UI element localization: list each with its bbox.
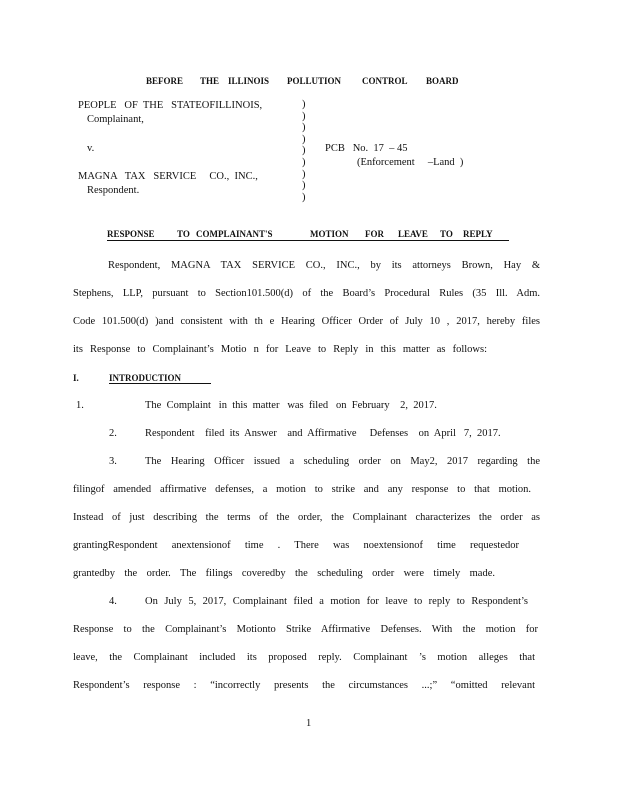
title-underline (107, 240, 509, 241)
paren: ) (302, 168, 306, 180)
header-word: ILLINOIS (228, 76, 270, 86)
section-title: INTRODUCTION (109, 373, 182, 383)
item-line: grantedby the order. The filings coveredby the scheduling order were timely made. (73, 568, 495, 579)
intro-line: Stephens, LLP, pursuant to Section101.500(d) of the Board’s Procedural Rules (35 Ill. Adm. (73, 288, 540, 299)
title-word: REPLY (463, 229, 493, 239)
page-number: 1 (306, 718, 312, 729)
item-line: grantingRespondent anextensionof time . There was noextensionof time requestedor (73, 540, 519, 551)
paren: ) (302, 133, 306, 145)
item-number: 4. (109, 596, 117, 607)
paren: ) (302, 110, 306, 122)
item-number: 2. (109, 428, 117, 439)
versus-label: v. (87, 143, 95, 154)
title-word: TO (177, 229, 190, 239)
title-word: RESPONSE (107, 229, 155, 239)
title-word: FOR (365, 229, 384, 239)
header-word: THE (200, 76, 220, 86)
case-number: PCB No. 17 – 45 (325, 143, 408, 154)
plaintiff-role: Complainant, (87, 114, 144, 125)
item-line: filingof amended affirmative defenses, a motion to strike and any response to that motion. (73, 484, 531, 495)
title-word: LEAVE (398, 229, 428, 239)
header-word: BOARD (426, 76, 459, 86)
intro-line: Code 101.500(d) )and consistent with th e Hearing Officer Order of July 10 , 2017, hereby files (73, 316, 540, 327)
item-number: 1. (76, 400, 84, 411)
caption-parens (302, 99, 306, 203)
defendant-role: Respondent. (87, 185, 140, 196)
paren: ) (302, 191, 306, 203)
header-word: BEFORE (146, 76, 184, 86)
item-line: Instead of just describing the terms of the order, the Complainant characterizes the order as (73, 512, 540, 523)
item-line: On July 5, 2017, Complainant filed a motion for leave to reply to Respondent’s (145, 596, 528, 607)
title-word: TO (440, 229, 453, 239)
item-number: 3. (109, 456, 117, 467)
item-line: leave, the Complainant included its proposed reply. Complainant ’s motion alleges that (73, 652, 535, 663)
header-word: CONTROL (362, 76, 408, 86)
item-line: The Complaint in this matter was filed on February 2, 2017. (145, 400, 437, 411)
item-line: Respondent filed its Answer and Affirmative Defenses on April 7, 2017. (145, 428, 501, 439)
paren: ) (302, 156, 306, 168)
item-line: Respondent’s response : “incorrectly presents the circumstances ...;” “omitted relevant (73, 680, 535, 691)
plaintiff-name: PEOPLE OF THE STATEOFILLINOIS, (78, 100, 263, 111)
title-word: MOTION (310, 229, 349, 239)
paren: ) (302, 99, 306, 110)
intro-line: Respondent, MAGNA TAX SERVICE CO., INC., by its attorneys Brown, Hay & (108, 260, 540, 271)
item-line: Response to the Complainant’s Motionto Strike Affirmative Defenses. With the motion for (73, 624, 538, 635)
section-number: I. (73, 373, 79, 383)
case-type: (Enforcement –Land ) (357, 157, 464, 168)
intro-line: its Response to Complainant’s Motio n for Leave to Reply in this matter as follows: (73, 344, 487, 355)
title-word: COMPLAINANT'S (196, 229, 273, 239)
item-line: The Hearing Officer issued a scheduling order on May2, 2017 regarding the (145, 456, 540, 467)
paren: ) (302, 122, 306, 134)
header-word: POLLUTION (287, 76, 342, 86)
paren: ) (302, 180, 306, 192)
section-underline (109, 383, 211, 384)
defendant-name: MAGNA TAX SERVICE CO., INC., (78, 171, 258, 182)
paren: ) (302, 145, 306, 157)
